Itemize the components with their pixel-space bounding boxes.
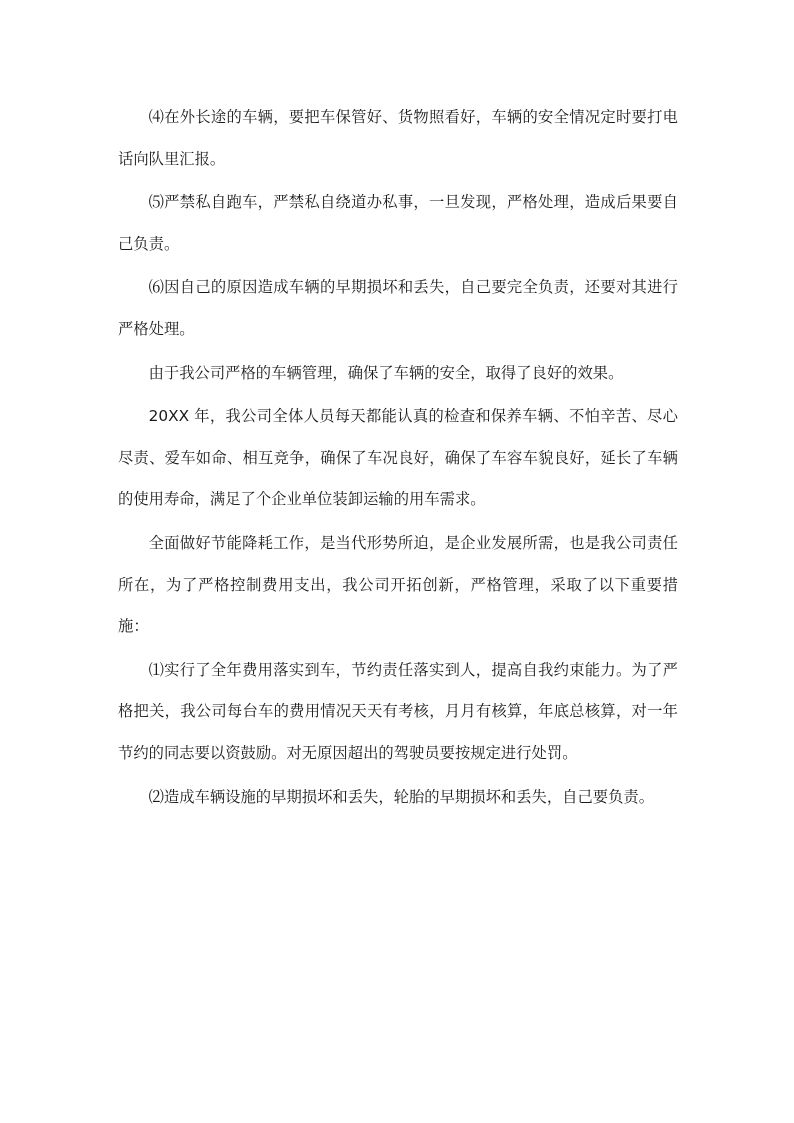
paragraph-item-5: ⑸严禁私自跑车，严禁私自绕道办私事，一旦发现，严格处理，造成后果要自己负责。 — [118, 193, 678, 253]
paragraph-annual-summary: 20XX 年，我公司全体人员每天都能认真的检查和保养车辆、不怕辛苦、尽心尽责、爱车如命、相互竞争，确保了车况良好，确保了车容车貌良好，延长了车辆的使用寿命，满足了个企业单位装卸运输的用车需求。 — [118, 407, 678, 509]
paragraph-item-6: ⑹因自己的原因造成车辆的早期损坏和丢失，自己要完全负责，还要对其进行严格处理。 — [118, 278, 678, 338]
paragraph-measure-2: ⑵造成车辆设施的早期损坏和丢失，轮胎的早期损坏和丢失，自己要负责。 — [148, 787, 655, 806]
paragraph-energy-saving: 全面做好节能降耗工作，是当代形势所迫，是企业发展所需，也是我公司责任所在，为了严格控制费用支出，我公司开拓创新，严格管理，采取了以下重要措施： — [118, 533, 678, 636]
paragraph-item-4: ⑷在外长途的车辆，要把车保管好、货物照看好，车辆的安全情况定时要打电话向队里汇报。 — [118, 108, 678, 168]
paragraph-measure-1: ⑴实行了全年费用落实到车，节约责任落实到人，提高自我约束能力。为了严格把关，我公司每台车的费用情况天天有考核，月月有核算，年底总核算，对一年节约的同志要以资鼓励。对无原因超出的驾驶员要按规定进行处罚。 — [118, 660, 678, 762]
document-page — [118, 97, 678, 820]
paragraph-vehicle-management-result: 由于我公司严格的车辆管理，确保了车辆的安全，取得了良好的效果。 — [148, 363, 624, 382]
